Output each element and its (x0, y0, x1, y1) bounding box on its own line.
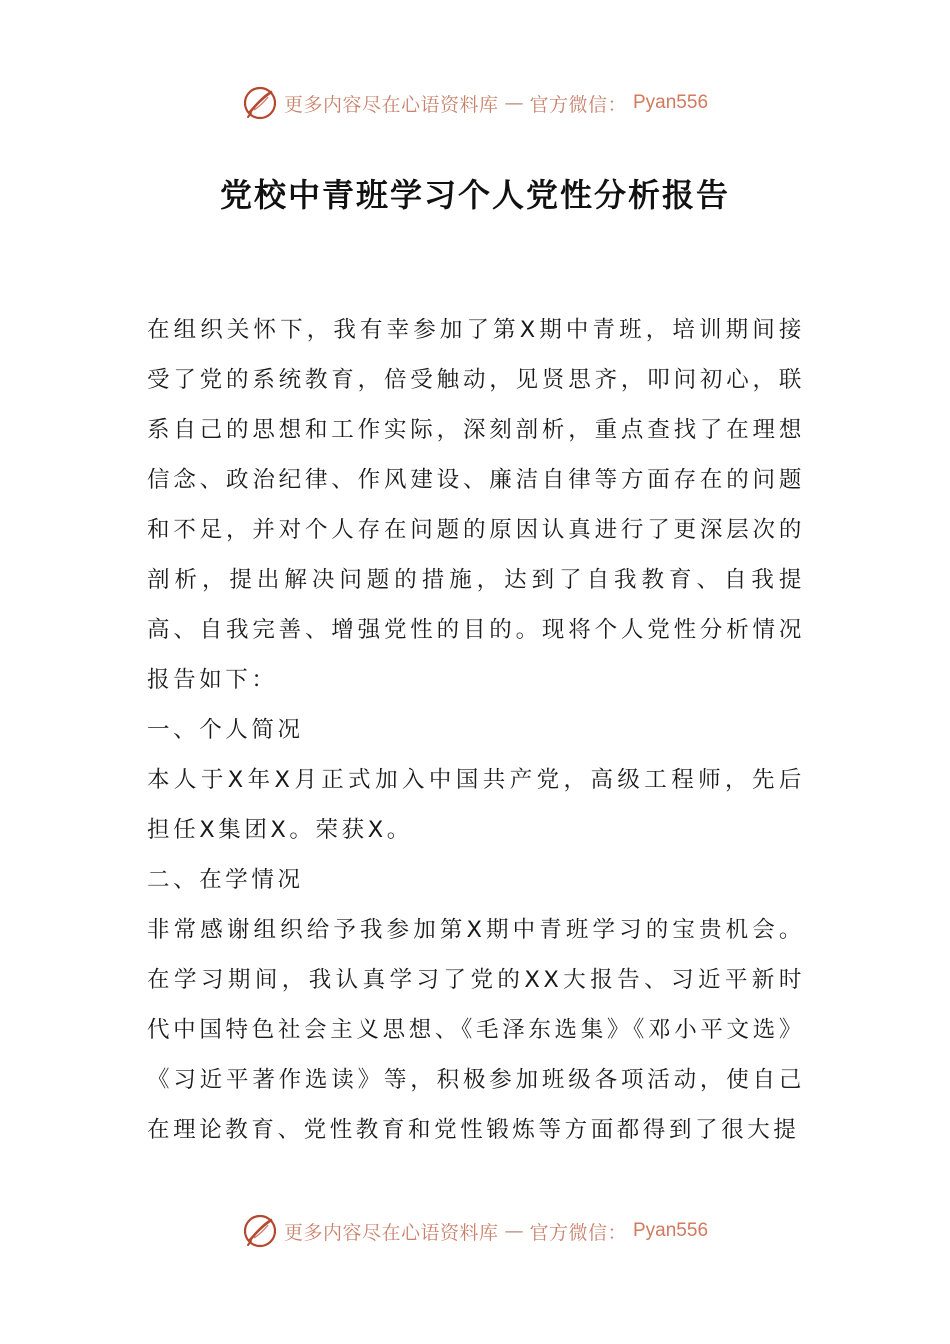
section-heading-study: 二、在学情况 (147, 867, 304, 893)
watermark-text: 更多内容尽在心语资料库 (283, 93, 499, 116)
section-heading-personal: 一、个人简况 (147, 717, 304, 743)
quill-seal-icon (242, 85, 278, 121)
watermark-text: 更多内容尽在心语资料库 (283, 1221, 499, 1244)
watermark-wechat-label: 官方微信： (529, 1221, 627, 1244)
header-watermark (0, 83, 950, 123)
study-paragraph: 非常感谢组织给予我参加第X期中青班学习的宝贵机会。在学习期间，我认真学习了党的XX大报告、习近平新时代中国特色社会主义思想、《毛泽东选集》《邓小平文选》《习近平著作选读》等，积极参加班级各项活动，使自己在理论教育、党性教育和党性锻炼等方面都得到了很大提 (147, 917, 805, 1143)
watermark-separator: — (504, 92, 524, 114)
personal-paragraph: 本人于X年X月正式加入中国共产党，高级工程师，先后担任X集团X。荣获X。 (147, 767, 805, 843)
quill-seal-icon (242, 1213, 278, 1249)
document-title: 党校中青班学习个人党性分析报告 (219, 176, 730, 214)
intro-paragraph: 在组织关怀下，我有幸参加了第X期中青班，培训期间接受了党的系统教育，倍受触动，见贤思齐，叩问初心，联系自己的思想和工作实际，深刻剖析，重点查找了在理想信念、政治纪律、作风建设、廉洁自律等方面存在的问题和不足，并对个人存在问题的原因认真进行了更深层次的剖析，提出解决问题的措施，达到了自我教育、自我提高、自我完善、增强党性的目的。现将个人党性分析情况报告如下： (147, 317, 805, 693)
watermark-account: Pyan556 (633, 1220, 709, 1241)
footer-watermark (0, 1211, 950, 1251)
document-body (147, 305, 805, 1155)
watermark-wechat-label: 官方微信： (529, 93, 627, 116)
watermark-separator: — (504, 1220, 524, 1242)
watermark-account: Pyan556 (633, 92, 709, 113)
